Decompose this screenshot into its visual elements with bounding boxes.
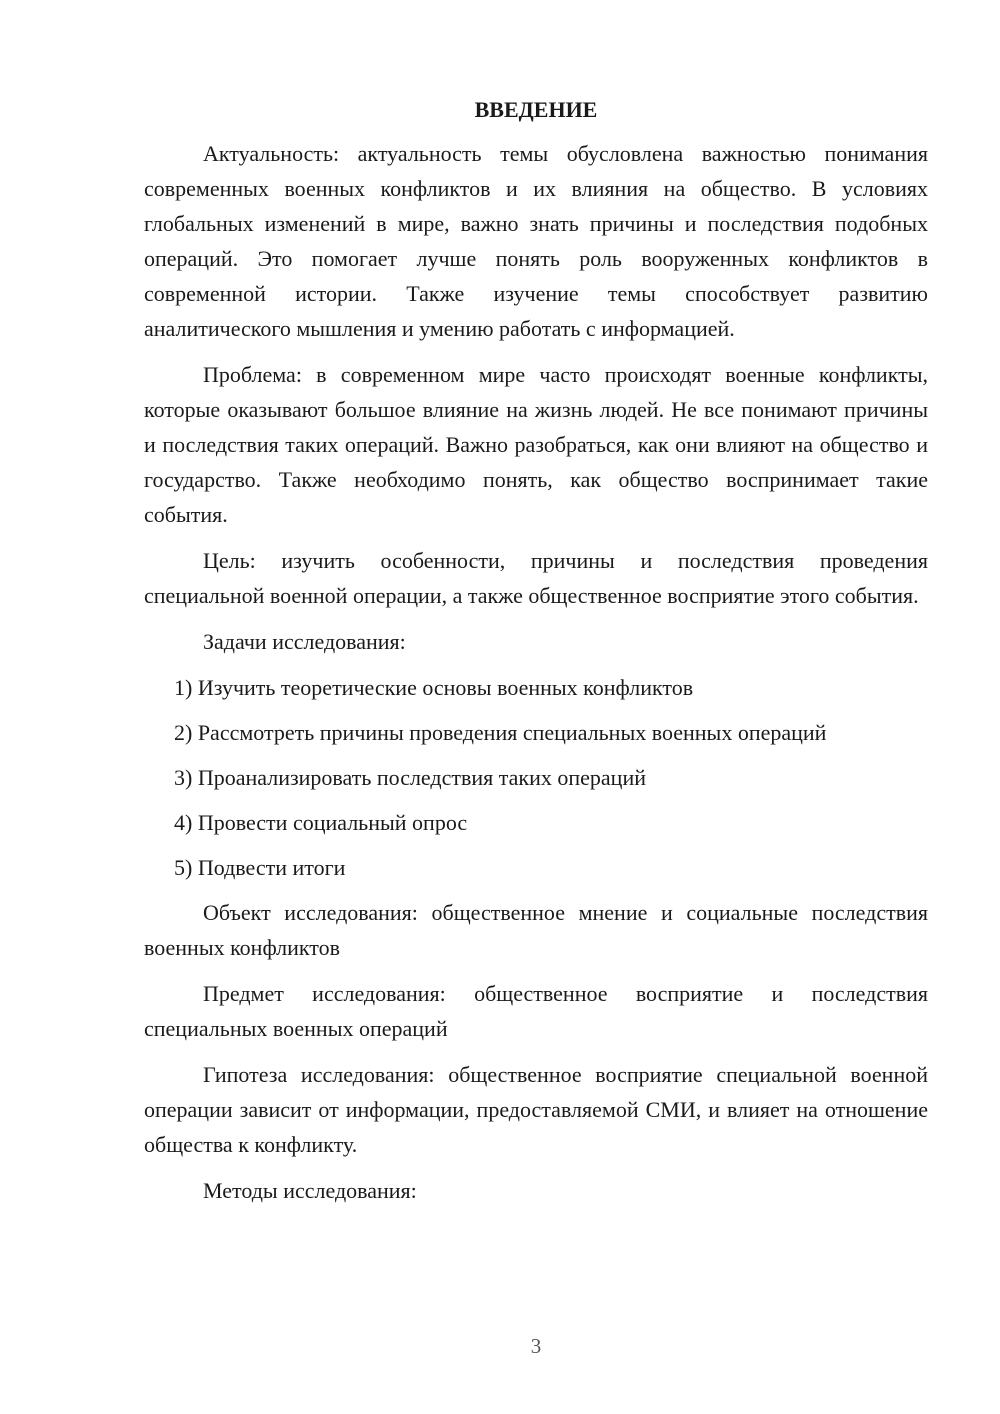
list-item: 2) Рассмотреть причины проведения специальных военных операций: [174, 720, 827, 745]
relevance-paragraph: Актуальность: актуальность темы обусловлена важностью понимания современных военных конфликтов и их влияния на общество. В условиях глобальных изменений в мире, важно знать причины и последствия подобных операций. Это помогает лучше понять роль вооруженных конфликтов в современной истории. Также изучение темы способствует развитию аналитического мышления и умению работать с информацией.: [144, 141, 928, 341]
subject-paragraph: Предмет исследования: общественное восприятие и последствия специальных военных операций: [144, 981, 928, 1041]
list-item: 4) Провести социальный опрос: [174, 810, 468, 835]
hypothesis-paragraph: Гипотеза исследования: общественное восприятие специальной военной операции зависит от информации, предоставляемой СМИ, и влияет на отношение общества к конфликту.: [144, 1062, 928, 1157]
page-content: [144, 92, 928, 1219]
object-paragraph: Объект исследования: общественное мнение и социальные последствия военных конфликтов: [144, 900, 928, 960]
list-item: 5) Подвести итоги: [174, 855, 346, 880]
section-title: ВВЕДЕНИЕ: [474, 97, 598, 122]
problem-paragraph: Проблема: в современном мире часто происходят военные конфликты, которые оказывают большое влияние на жизнь людей. Не все понимают причины и последствия таких операций. Важно разобраться, как они влияют на общество и государство. Также необходимо понять, как общество воспринимает такие события.: [144, 362, 928, 527]
tasks-heading: Задачи исследования:: [203, 629, 406, 654]
page-number: 3: [530, 1334, 542, 1358]
tasks-list: [144, 670, 928, 885]
goal-paragraph: Цель: изучить особенности, причины и последствия проведения специальной военной операции, а также общественное восприятие этого события.: [144, 548, 928, 608]
list-item: 1) Изучить теоретические основы военных конфликтов: [174, 675, 694, 700]
methods-heading: Методы исследования:: [203, 1178, 417, 1203]
list-item: 3) Проанализировать последствия таких операций: [174, 765, 646, 790]
